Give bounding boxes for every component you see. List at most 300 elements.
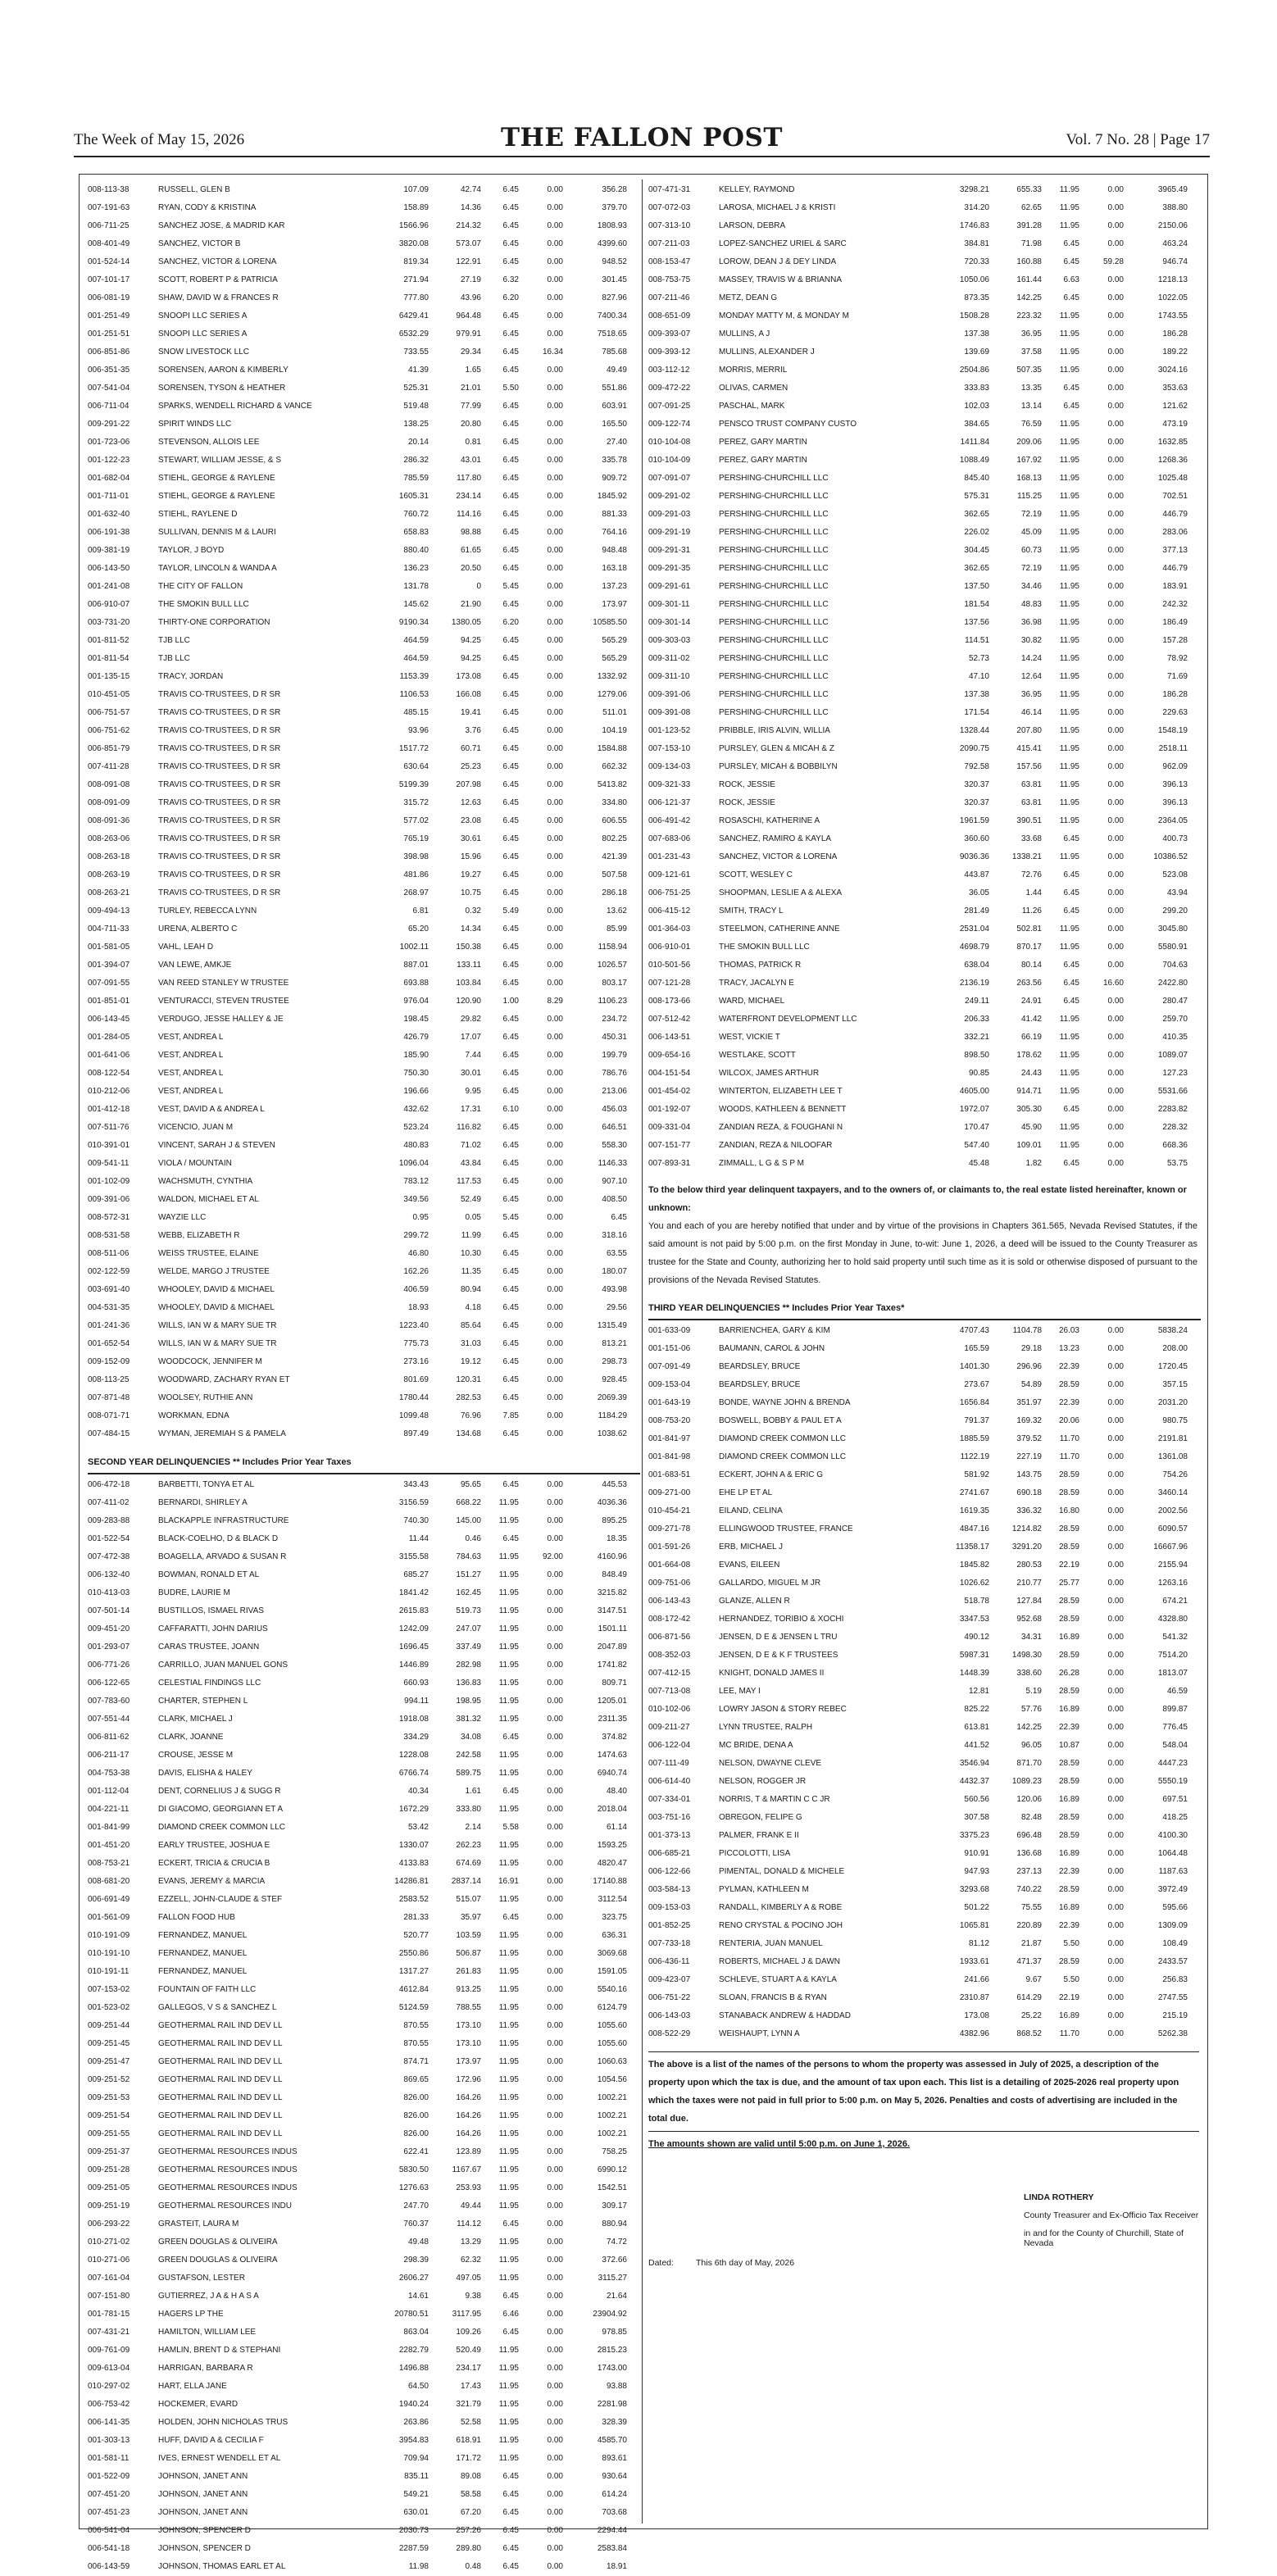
other-amount: 0.00 [547, 1105, 563, 1114]
table-row [647, 668, 1201, 686]
parcel-number: 008-153-47 [648, 257, 691, 266]
tax-amount: 785.59 [403, 474, 429, 483]
owner-name: JENSEN, D E & JENSEN L TRU [719, 1633, 838, 1642]
penalty-amount: 9.95 [465, 1087, 481, 1096]
parcel-number: 001-632-40 [88, 510, 130, 519]
other-amount: 0.00 [547, 1913, 563, 1922]
tax-amount: 825.22 [964, 1705, 989, 1714]
total-due: 662.32 [602, 762, 627, 771]
table-row [86, 1299, 640, 1317]
total-due: 1361.08 [1157, 1452, 1188, 1461]
parcel-number: 001-241-36 [88, 1321, 130, 1330]
total-due: 1332.92 [597, 672, 627, 681]
penalty-amount: 0.48 [465, 2562, 481, 2571]
owner-name: PERSHING-CHURCHILL LLC [719, 492, 829, 501]
tax-amount: 560.56 [964, 1795, 989, 1804]
cost-amount: 11.95 [498, 1697, 519, 1706]
table-row [86, 1227, 640, 1245]
table-row [647, 1322, 1201, 1340]
parcel-number: 006-472-18 [88, 1480, 130, 1489]
parcel-number: 008-263-06 [88, 834, 130, 843]
other-amount: 0.00 [547, 1588, 563, 1597]
tax-amount: 2531.04 [959, 925, 989, 934]
owner-name: WILLS, IAN W & MARY SUE TR [158, 1339, 277, 1348]
owner-name: PRIBBLE, IRIS ALVIN, WILLIA [719, 726, 830, 735]
owner-name: BOWMAN, RONALD ET AL [158, 1570, 260, 1579]
tax-amount: 36.05 [968, 888, 989, 897]
penalty-amount: 17.07 [460, 1033, 481, 1042]
tax-amount: 976.04 [403, 997, 429, 1006]
parcel-number: 009-301-14 [648, 618, 691, 627]
table-row [647, 488, 1201, 506]
table-row [86, 1674, 640, 1692]
parcel-number: 009-251-05 [88, 2183, 130, 2192]
other-amount: 0.00 [547, 2093, 563, 2102]
cost-amount: 6.45 [502, 546, 519, 555]
other-amount: 0.00 [1107, 1615, 1124, 1624]
penalty-amount: 34.46 [1020, 582, 1042, 591]
table-row [86, 1711, 640, 1729]
cost-amount: 11.70 [1059, 1452, 1079, 1461]
cost-amount: 11.95 [1059, 816, 1079, 825]
parcel-number: 007-871-48 [88, 1393, 130, 1402]
parcel-number: 006-436-11 [648, 1957, 690, 1966]
total-due: 408.50 [602, 1195, 627, 1204]
cost-amount: 11.95 [498, 1642, 519, 1651]
parcel-number: 001-561-09 [88, 1913, 130, 1922]
owner-name: ZIMMALL, L G & S P M [719, 1159, 804, 1168]
cost-amount: 11.95 [498, 2454, 519, 2463]
owner-name: WOOLSEY, RUTHIE ANN [158, 1393, 253, 1402]
total-due: 353.63 [1162, 384, 1188, 393]
owner-name: ECKERT, JOHN A & ERIC G [719, 1470, 824, 1479]
penalty-amount: 160.88 [1016, 257, 1042, 266]
total-due: 4036.36 [597, 1498, 627, 1507]
cost-amount: 6.45 [502, 2562, 519, 2571]
parcel-number: 007-451-23 [88, 2508, 130, 2517]
tax-amount: 1619.35 [959, 1506, 989, 1515]
tax-amount: 9036.36 [959, 852, 989, 861]
total-due: 463.24 [1162, 239, 1188, 248]
other-amount: 0.00 [1107, 1159, 1124, 1168]
owner-name: WATERFRONT DEVELOPMENT LLC [719, 1015, 857, 1024]
tax-amount: 271.94 [403, 275, 429, 284]
owner-name: PERSHING-CHURCHILL LLC [719, 708, 829, 717]
penalty-amount: 164.26 [456, 2093, 481, 2102]
cost-amount: 11.95 [1059, 726, 1079, 735]
owner-name: TRAVIS CO-TRUSTEES, D R SR [158, 744, 281, 753]
other-amount: 0.00 [1107, 726, 1124, 735]
parcel-number: 001-394-07 [88, 961, 130, 970]
other-amount: 0.00 [547, 2003, 563, 2012]
owner-name: TRAVIS CO-TRUSTEES, D R SR [158, 852, 281, 861]
total-due: 3460.14 [1157, 1488, 1188, 1497]
penalty-amount: 21.01 [460, 384, 481, 393]
total-due: 173.97 [602, 600, 627, 609]
penalty-amount: 2.14 [465, 1823, 481, 1832]
penalty-amount: 868.52 [1016, 2029, 1042, 2038]
other-amount: 0.00 [547, 1195, 563, 1204]
penalty-amount: 11.26 [1021, 906, 1042, 915]
cost-amount: 6.32 [502, 275, 519, 284]
table-row [86, 1873, 640, 1891]
total-due: 4328.80 [1157, 1615, 1188, 1624]
total-due: 565.29 [602, 636, 627, 645]
tax-amount: 547.40 [964, 1141, 989, 1150]
table-row [86, 1425, 640, 1443]
table-row [647, 307, 1201, 325]
other-amount: 0.00 [547, 1087, 563, 1096]
table-row [86, 271, 640, 289]
penalty-amount: 14.34 [460, 925, 481, 934]
total-due: 2191.81 [1157, 1434, 1188, 1443]
other-amount: 0.00 [547, 2526, 563, 2535]
cost-amount: 11.95 [498, 2382, 519, 2391]
tax-amount: 443.87 [964, 870, 989, 879]
cost-amount: 6.45 [502, 636, 519, 645]
tax-amount: 1228.08 [398, 1751, 429, 1760]
penalty-amount: 167.92 [1016, 456, 1042, 465]
cost-amount: 6.45 [1063, 384, 1079, 393]
penalty-amount: 142.25 [1016, 293, 1042, 302]
cost-amount: 11.95 [1059, 690, 1079, 699]
table-row [647, 956, 1201, 975]
parcel-number: 006-122-65 [88, 1679, 130, 1688]
penalty-amount: 13.14 [1020, 402, 1042, 411]
cost-amount: 22.39 [1058, 1867, 1079, 1876]
owner-name: TJB LLC [158, 636, 190, 645]
masthead-rule [74, 156, 1210, 157]
total-due: 1279.06 [597, 690, 627, 699]
penalty-amount: 210.77 [1016, 1579, 1042, 1588]
total-due: 946.74 [1162, 257, 1188, 266]
parcel-number: 001-293-07 [88, 1642, 130, 1651]
tax-amount: 1933.61 [959, 1957, 989, 1966]
tax-amount: 1088.49 [959, 456, 989, 465]
cost-amount: 11.95 [1059, 492, 1079, 501]
table-row [647, 596, 1201, 614]
penalty-amount: 85.64 [460, 1321, 481, 1330]
parcel-number: 009-331-04 [648, 1123, 691, 1132]
owner-name: EILAND, CELINA [719, 1506, 783, 1515]
cost-amount: 11.95 [498, 1967, 519, 1976]
other-amount: 59.28 [1102, 257, 1124, 266]
total-due: 27.40 [606, 438, 627, 447]
cost-amount: 6.45 [502, 1733, 519, 1742]
owner-name: VEST, DAVID A & ANDREA L [158, 1105, 265, 1114]
cost-amount: 11.95 [498, 2165, 519, 2174]
other-amount: 0.00 [1107, 1993, 1124, 2002]
cost-amount: 11.95 [498, 2418, 519, 2427]
cost-amount: 25.77 [1058, 1579, 1079, 1588]
other-amount: 0.00 [1107, 1452, 1124, 1461]
owner-name: PERSHING-CHURCHILL LLC [719, 546, 829, 555]
parcel-number: 006-132-40 [88, 1570, 130, 1579]
penalty-amount: 33.68 [1020, 834, 1042, 843]
parcel-number: 010-102-06 [648, 1705, 691, 1714]
tax-amount: 2282.79 [398, 2346, 429, 2355]
tax-amount: 4605.00 [959, 1087, 989, 1096]
table-row [647, 1791, 1201, 1809]
parcel-number: 001-122-23 [88, 456, 130, 465]
table-row [86, 2360, 640, 2378]
tax-amount: 14286.81 [394, 1877, 429, 1886]
table-row [647, 1340, 1201, 1358]
parcel-number: 006-614-40 [648, 1777, 691, 1786]
tax-amount: 1242.09 [398, 1624, 429, 1633]
penalty-amount: 1104.78 [1012, 1326, 1042, 1335]
tax-amount: 158.89 [403, 203, 429, 212]
penalty-amount: 668.22 [456, 1498, 481, 1507]
penalty-amount: 30.61 [460, 834, 481, 843]
penalty-amount: 12.63 [460, 798, 481, 807]
tax-amount: 6532.29 [398, 329, 429, 338]
total-due: 2422.80 [1157, 979, 1188, 988]
parcel-number: 010-451-05 [88, 690, 130, 699]
penalty-amount: 3291.20 [1011, 1542, 1042, 1552]
cost-amount: 6.45 [502, 1375, 519, 1384]
penalty-amount: 507.35 [1016, 366, 1042, 375]
issue-date: The Week of May 15, 2026 [74, 131, 245, 148]
owner-name: HAMILTON, WILLIAM LEE [158, 2328, 257, 2337]
parcel-number: 001-241-08 [88, 582, 130, 591]
cost-amount: 6.45 [502, 1285, 519, 1294]
cost-amount: 6.45 [1063, 293, 1079, 302]
owner-name: TAYLOR, J BOYD [158, 546, 225, 555]
parcel-number: 007-211-46 [648, 293, 690, 302]
parcel-number: 001-652-54 [88, 1339, 130, 1348]
other-amount: 0.00 [547, 708, 563, 717]
tax-amount: 333.83 [964, 384, 989, 393]
owner-name: CHARTER, STEPHEN L [158, 1697, 248, 1706]
parcel-number: 009-393-12 [648, 348, 691, 357]
total-due: 786.76 [602, 1069, 627, 1078]
owner-name: DIAMOND CREEK COMMON LLC [158, 1823, 286, 1832]
parcel-number: 007-411-02 [88, 1498, 130, 1507]
total-due: 1218.13 [1157, 275, 1188, 284]
parcel-number: 001-151-06 [648, 1344, 691, 1353]
other-amount: 0.00 [547, 275, 563, 284]
penalty-amount: 30.01 [460, 1069, 481, 1078]
other-amount: 0.00 [1107, 906, 1124, 915]
parcel-number: 007-713-08 [648, 1687, 691, 1696]
parcel-number: 008-263-21 [88, 888, 130, 897]
owner-name: SNOOPI LLC SERIES A [158, 329, 248, 338]
cost-amount: 6.45 [502, 1321, 519, 1330]
owner-name: PERSHING-CHURCHILL LLC [719, 654, 829, 663]
cost-amount: 11.95 [498, 2436, 519, 2445]
owner-name: PERSHING-CHURCHILL LLC [719, 510, 829, 519]
total-due: 1187.63 [1158, 1867, 1188, 1876]
owner-name: WYMAN, JEREMIAH S & PAMELA [158, 1429, 286, 1438]
parcel-number: 001-683-51 [648, 1470, 691, 1479]
table-row [647, 758, 1201, 776]
tax-amount: 384.65 [964, 420, 989, 429]
table-row [647, 1412, 1201, 1430]
other-amount: 0.00 [547, 1249, 563, 1258]
tax-amount: 994.11 [404, 1697, 429, 1706]
other-amount: 0.00 [1107, 1687, 1124, 1696]
other-amount: 0.00 [547, 1570, 563, 1579]
parcel-number: 006-541-18 [88, 2544, 130, 2553]
tax-amount: 1517.72 [398, 744, 429, 753]
cost-amount: 6.45 [1063, 239, 1079, 248]
owner-name: OLIVAS, CARMEN [719, 384, 788, 393]
other-amount: 0.00 [1107, 420, 1124, 429]
tax-amount: 4707.43 [959, 1326, 989, 1335]
other-amount: 0.00 [547, 1534, 563, 1543]
owner-name: LYNN TRUSTEE, RALPH [719, 1723, 813, 1732]
total-due: 3965.49 [1157, 185, 1188, 194]
table-row [86, 235, 640, 253]
owner-name: GUSTAFSON, LESTER [158, 2274, 245, 2283]
cost-amount: 6.45 [502, 420, 519, 429]
owner-name: WARD, MICHAEL [719, 997, 785, 1006]
owner-name: JENSEN, D E & K F TRUSTEES [719, 1651, 838, 1660]
penalty-amount: 674.69 [456, 1859, 481, 1868]
penalty-amount: 209.06 [1016, 438, 1042, 447]
table-row [647, 650, 1201, 668]
penalty-amount: 41.42 [1020, 1015, 1042, 1024]
total-due: 7518.65 [597, 329, 627, 338]
cost-amount: 6.45 [502, 834, 519, 843]
penalty-amount: 1338.21 [1011, 852, 1042, 861]
cost-amount: 11.95 [498, 1570, 519, 1579]
table-row [86, 1638, 640, 1656]
total-due: 4160.96 [597, 1552, 627, 1561]
table-row [86, 2540, 640, 2558]
cost-amount: 11.95 [498, 1516, 519, 1525]
parcel-number: 009-153-03 [648, 1903, 691, 1912]
parcel-number: 009-291-19 [648, 528, 691, 537]
penalty-amount: 75.55 [1020, 1903, 1042, 1912]
other-amount: 0.00 [1107, 1957, 1124, 1966]
penalty-amount: 169.32 [1016, 1416, 1042, 1425]
parcel-number: 006-751-57 [88, 708, 130, 717]
total-due: 1025.48 [1157, 474, 1188, 483]
tax-amount: 90.85 [968, 1069, 989, 1078]
cost-amount: 6.45 [502, 1249, 519, 1258]
cost-amount: 5.50 [1063, 1975, 1079, 1984]
cost-amount: 11.95 [498, 1606, 519, 1615]
total-due: 758.25 [602, 2147, 627, 2156]
other-amount: 0.00 [547, 1769, 563, 1778]
penalty-amount: 10.75 [460, 888, 481, 897]
parcel-number: 008-263-18 [88, 852, 130, 861]
parcel-number: 004-151-54 [648, 1069, 691, 1078]
owner-name: THIRTY-ONE CORPORATION [158, 618, 270, 627]
owner-name: PIMENTAL, DONALD & MICHELE [719, 1867, 845, 1876]
other-amount: 0.00 [547, 456, 563, 465]
parcel-number: 006-771-26 [88, 1661, 130, 1670]
cost-amount: 6.45 [502, 1087, 519, 1096]
tax-amount: 740.30 [403, 1516, 429, 1525]
cost-amount: 11.95 [1059, 329, 1079, 338]
tax-amount: 41.39 [407, 366, 429, 375]
tax-amount: 693.88 [403, 979, 429, 988]
other-amount: 0.00 [1107, 1597, 1124, 1606]
cost-amount: 5.49 [502, 906, 519, 915]
penalty-amount: 870.17 [1016, 943, 1042, 952]
parcel-number: 009-134-03 [648, 762, 691, 771]
other-amount: 0.00 [1107, 1141, 1124, 1150]
other-amount: 0.00 [1107, 654, 1124, 663]
total-due: 215.19 [1162, 2011, 1188, 2020]
penalty-amount: 515.07 [456, 1895, 481, 1904]
total-due: 511.01 [602, 708, 627, 717]
total-due: 2364.05 [1157, 816, 1188, 825]
table-row [647, 848, 1201, 866]
total-due: 595.66 [1162, 1903, 1188, 1912]
table-row [86, 975, 640, 993]
owner-name: TRAVIS CO-TRUSTEES, D R SR [158, 870, 281, 879]
table-row [86, 740, 640, 758]
other-amount: 0.00 [547, 1805, 563, 1814]
tax-amount: 334.29 [403, 1733, 429, 1742]
owner-name: WAYZIE LLC [158, 1213, 207, 1222]
parcel-number: 006-541-04 [88, 2526, 130, 2535]
total-due: 2281.98 [597, 2400, 627, 2409]
total-due: 899.87 [1162, 1705, 1188, 1714]
newspaper-title: THE FALLON POST [500, 123, 784, 152]
tax-amount: 1448.39 [959, 1669, 989, 1678]
tax-amount: 198.45 [403, 1015, 429, 1024]
owner-name: THE SMOKIN BULL LLC [158, 600, 249, 609]
owner-name: LOROW, DEAN J & DEY LINDA [719, 257, 837, 266]
other-amount: 0.00 [547, 618, 563, 627]
tax-amount: 783.12 [403, 1177, 429, 1186]
parcel-number: 009-381-19 [88, 546, 130, 555]
cost-amount: 6.45 [502, 564, 519, 573]
tax-amount: 4698.79 [959, 943, 989, 952]
tax-amount: 1508.28 [959, 311, 989, 320]
other-amount: 0.00 [1107, 870, 1124, 879]
parcel-number: 001-723-06 [88, 438, 130, 447]
table-row [86, 866, 640, 884]
owner-name: PERSHING-CHURCHILL LLC [719, 474, 829, 483]
parcel-number: 001-841-98 [648, 1452, 691, 1461]
cost-amount: 6.45 [502, 1303, 519, 1312]
masthead [74, 120, 1210, 152]
parcel-number: 010-191-11 [88, 1967, 130, 1976]
table-row [86, 2269, 640, 2288]
other-amount: 0.00 [547, 1159, 563, 1168]
cost-amount: 6.45 [502, 438, 519, 447]
table-row [86, 1083, 640, 1101]
tax-amount: 549.21 [403, 2490, 429, 2499]
penalty-amount: 77.99 [460, 402, 481, 411]
parcel-number: 006-143-50 [88, 564, 130, 573]
other-amount: 0.00 [1107, 1506, 1124, 1515]
tax-amount: 281.33 [403, 1913, 429, 1922]
parcel-number: 006-751-62 [88, 726, 130, 735]
tax-amount: 3293.68 [959, 1885, 989, 1894]
cost-amount: 11.95 [498, 1588, 519, 1597]
penalty-amount: 127.84 [1016, 1597, 1042, 1606]
penalty-amount: 43.01 [460, 456, 481, 465]
cost-amount: 5.58 [502, 1823, 519, 1832]
table-row [86, 1656, 640, 1674]
parcel-number: 006-122-66 [648, 1867, 691, 1876]
other-amount: 0.00 [547, 2147, 563, 2156]
total-due: 400.73 [1162, 834, 1188, 843]
owner-name: PEREZ, GARY MARTIN [719, 438, 807, 447]
owner-name: WHOOLEY, DAVID & MICHAEL [158, 1285, 275, 1294]
dated-text: This 6th day of May, 2026 [696, 2258, 795, 2268]
table-row [86, 596, 640, 614]
owner-name: THE SMOKIN BULL LLC [719, 943, 810, 952]
owner-name: METZ, DEAN G [719, 293, 778, 302]
